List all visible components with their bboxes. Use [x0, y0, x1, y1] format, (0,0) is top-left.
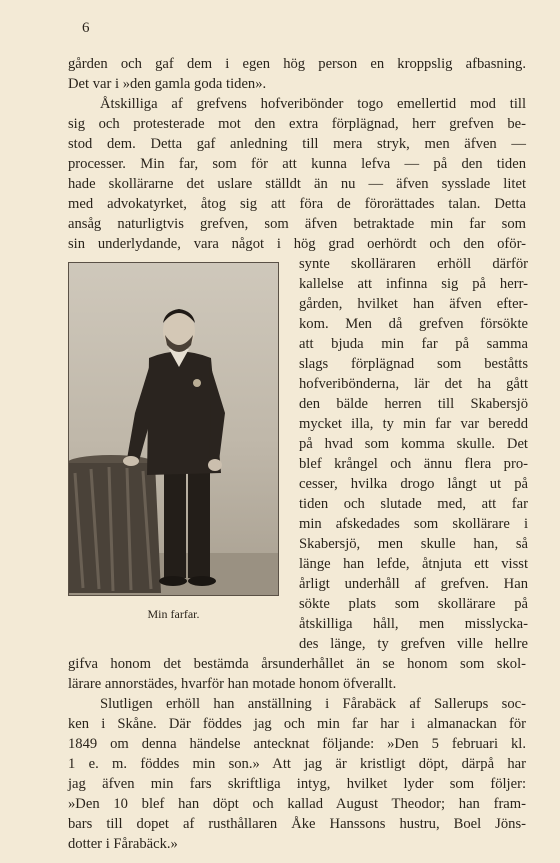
text-line: den bälde herren till Skabersjö: [299, 396, 528, 412]
text-line: sig och protesterade mot den extra förplägnad, herr grefven be-: [68, 116, 526, 132]
text-line: 1849 om denna händelse antecknat följande: »Den 5 februari kl.: [68, 736, 526, 752]
text-line: ansåg naturligtvis grefven, som äfven betraktade min far som: [68, 216, 526, 232]
text-line: blef krångel och ännu flera pro-: [299, 456, 528, 472]
text-line: synte skolläraren erhöll därför: [299, 256, 528, 272]
text-line: gifva honom det bestämda årsunderhållet än se honom som skol-: [68, 656, 526, 672]
text-line: på hvad som komma skulle. Det: [299, 436, 528, 452]
text-line: Slutligen erhöll han anställning i Fårabäck af Sallerups soc-: [100, 696, 526, 712]
text-line: des länge, ty grefven ville hellre: [299, 636, 528, 652]
text-line: med advokatyrket, åtog sig att föra de förorättades talan. Detta: [68, 196, 526, 212]
text-line: jag äfven min fars skriftliga intyg, hvilket lyder som följer:: [68, 776, 526, 792]
text-line: dotter i Fårabäck.»: [68, 836, 178, 852]
text-line: åtskilliga håll, men misslycka-: [299, 616, 528, 632]
text-line: lärare annorstädes, hvarför han motade honom öfverallt.: [68, 676, 397, 692]
text-line: Skabersjö, men skulle han, så: [299, 536, 528, 552]
text-line: Det var i »den gamla goda tiden».: [68, 76, 267, 92]
portrait-illustration: [69, 263, 279, 596]
text-line: ken i Skåne. Där föddes jag och min far har i almanackan för: [68, 716, 526, 732]
text-line: bars till dopet af rusthållaren Åke Hanssons hustru, Boel Jöns-: [68, 816, 526, 832]
text-line: kallelse att infinna sig på herr-: [299, 276, 528, 292]
text-line: min afskedades som skollärare i: [299, 516, 528, 532]
text-line: gården, hvilket han äfven efter-: [299, 296, 528, 312]
page-number: 6: [82, 20, 90, 36]
text-line: hade skollärarne det uslare ställdt än nu — äfven sysslade litet: [68, 176, 526, 192]
text-line: processer. Min far, som för att kunna lefva — på den tiden: [68, 156, 526, 172]
text-line: tiden och slutade med, att far: [299, 496, 528, 512]
text-line: gården och gaf dem i egen hög person en kroppslig afbasning.: [68, 56, 526, 72]
text-line: stod dem. Detta gaf anledning till mera stryk, men äfven —: [68, 136, 526, 152]
text-line: att bjuda min far på samma: [299, 336, 528, 352]
text-line: mycket illa, ty min far var beredd: [299, 416, 528, 432]
text-line: Åtskilliga af grefvens hofveribönder togo emellertid mod till: [100, 96, 526, 112]
text-line: slags förplägnad som beståtts: [299, 356, 528, 372]
text-line: årligt underhåll af grefven. Han: [299, 576, 528, 592]
text-line: hofveribönderna, lär det ha gått: [299, 376, 528, 392]
text-line: länge han lefde, åtnjuta ett visst: [299, 556, 528, 572]
text-line: sökte plats som skollärare på: [299, 596, 528, 612]
text-line: cesser, hvilka drogo långt ut på: [299, 476, 528, 492]
photo-caption: Min farfar.: [147, 607, 200, 621]
text-line: sin underlydande, vara något i hög grad oerhördt och den oför-: [68, 236, 526, 252]
text-line: »Den 10 blef han döpt och kallad August Theodor; han fram-: [68, 796, 526, 812]
portrait-photograph: [68, 262, 279, 596]
text-line: 1 e. m. föddes min son.» Att jag är kristligt döpt, därpå har: [68, 756, 526, 772]
text-line: kom. Men då grefven försökte: [299, 316, 528, 332]
